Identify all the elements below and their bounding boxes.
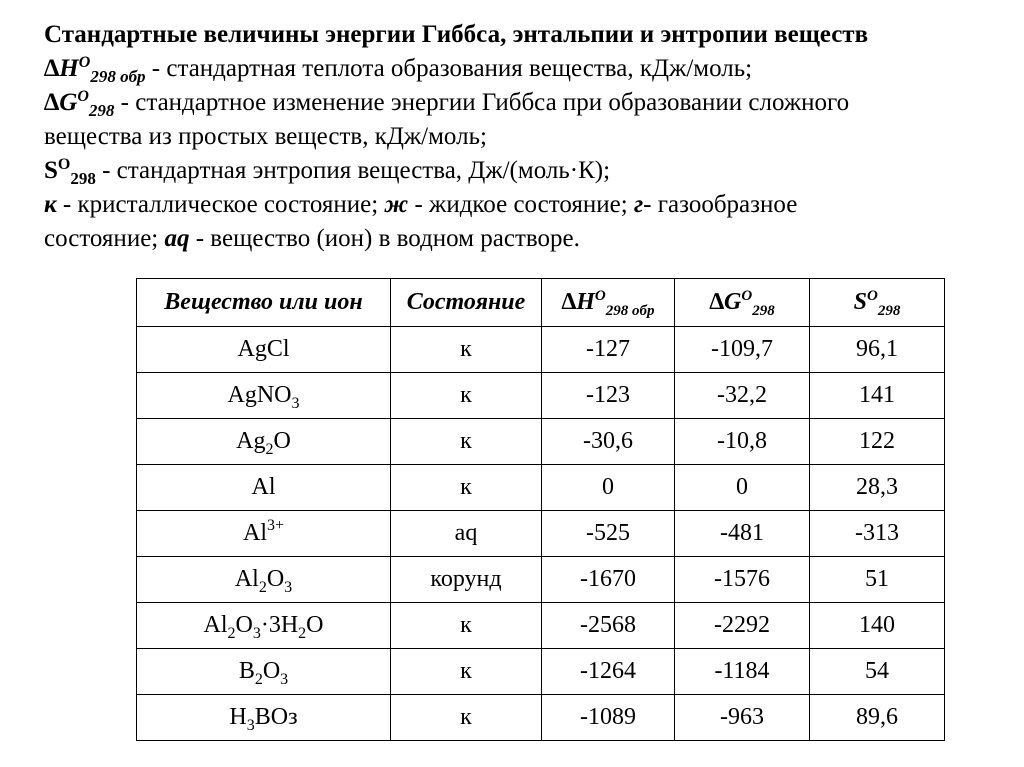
dG-sub: 298 xyxy=(88,101,115,120)
formula-part: O xyxy=(266,566,285,592)
cell-S: 122 xyxy=(810,419,945,465)
S-symbol xyxy=(44,156,96,188)
header-substance: Вещество или ион xyxy=(137,279,391,327)
formula-part: 2 xyxy=(298,625,307,642)
header-dH-sub: 298 обр xyxy=(605,303,655,319)
dH-description: - стандартная теплота образования вещества, кДж/моль; xyxy=(145,55,753,82)
header-dH-sup: O xyxy=(594,288,606,304)
state-g-abbr: г xyxy=(633,191,644,218)
state-line2-start: состояние; xyxy=(44,225,165,252)
cell-dG: -963 xyxy=(675,695,810,741)
state-zh-desc: - жидкое состояние; xyxy=(408,191,634,218)
table-row xyxy=(137,649,945,695)
cell-dG: -32,2 xyxy=(675,373,810,419)
cell-state: корунд xyxy=(391,557,542,603)
header-S-sub: 298 xyxy=(877,303,901,319)
formula-part: O xyxy=(273,428,291,454)
header-S-sup: O xyxy=(867,288,878,304)
table-row xyxy=(137,511,945,557)
formula-part: O xyxy=(262,658,281,684)
formula-part: Al xyxy=(203,612,228,638)
state-k-desc: - кристаллическое состояние; xyxy=(56,191,385,218)
cell-formula xyxy=(137,649,391,695)
formula-part: Ag xyxy=(236,428,266,454)
legend-S xyxy=(44,154,994,188)
S-sub: 298 xyxy=(70,169,96,188)
legend-states-line2 xyxy=(44,222,994,256)
cell-state: aq xyxy=(391,511,542,557)
formula-part: Al xyxy=(251,474,276,500)
cell-S: 96,1 xyxy=(810,327,945,373)
state-aq-desc: - вещество (ион) в водном растворе. xyxy=(189,225,580,252)
table-row xyxy=(137,695,945,741)
cell-state: к xyxy=(391,695,542,741)
cell-state: к xyxy=(391,419,542,465)
cell-formula xyxy=(137,557,391,603)
state-aq-abbr: aq xyxy=(164,225,190,252)
formula-part: 2 xyxy=(258,579,267,596)
delta-sign: ∆ xyxy=(44,55,60,82)
formula-part: H xyxy=(229,704,247,730)
cell-formula xyxy=(137,603,391,649)
formula-part: 2 xyxy=(227,625,236,642)
formula-part: 3 xyxy=(252,625,261,642)
legend-dG xyxy=(44,86,994,120)
cell-formula xyxy=(137,373,391,419)
cell-dH: -1264 xyxy=(542,649,675,695)
formula-part: 2 xyxy=(254,671,263,688)
formula-part: O xyxy=(235,612,253,638)
dH-sub: 298 обр xyxy=(90,67,146,86)
formula-part: AgNO xyxy=(227,382,292,408)
cell-S: 51 xyxy=(810,557,945,603)
formula-part: 3+ xyxy=(266,517,285,534)
header-dG-delta: ∆ xyxy=(709,289,724,315)
state-k-abbr: к xyxy=(44,191,57,218)
formula-part: Al xyxy=(234,566,259,592)
S-sup: O xyxy=(57,156,71,173)
formula-part: O xyxy=(306,612,324,638)
dG-sup: O xyxy=(77,88,89,105)
state-g-desc: - газообразное xyxy=(643,191,798,218)
table-row xyxy=(137,327,945,373)
cell-S: 89,6 xyxy=(810,695,945,741)
table-row xyxy=(137,373,945,419)
cell-dG: -1184 xyxy=(675,649,810,695)
formula-part: 3 xyxy=(291,395,300,412)
formula-part: BOз xyxy=(254,704,298,730)
header-dG xyxy=(675,279,810,327)
formula-part: 3 xyxy=(280,671,289,688)
formula-part: ·3H xyxy=(260,612,299,638)
table-header-row xyxy=(137,279,945,327)
formula-part: AgCl xyxy=(237,336,290,362)
cell-dH: -2568 xyxy=(542,603,675,649)
cell-formula xyxy=(137,511,391,557)
dG-description-line1: - стандартное изменение энергии Гиббса при образовании сложного xyxy=(114,89,850,116)
cell-dH: -127 xyxy=(542,327,675,373)
cell-formula xyxy=(137,419,391,465)
table-row xyxy=(137,603,945,649)
delta-sign: ∆ xyxy=(44,89,60,116)
table-row xyxy=(137,419,945,465)
cell-S: 54 xyxy=(810,649,945,695)
cell-dG: -1576 xyxy=(675,557,810,603)
header-dH-letter: H xyxy=(576,289,595,315)
state-zh-abbr: ж xyxy=(384,191,409,218)
header-dG-sup: O xyxy=(741,288,753,304)
cell-dG: -2292 xyxy=(675,603,810,649)
cell-state: к xyxy=(391,465,542,511)
cell-S: 141 xyxy=(810,373,945,419)
cell-state: к xyxy=(391,603,542,649)
header-S xyxy=(810,279,945,327)
cell-dG: 0 xyxy=(675,465,810,511)
table-row xyxy=(137,465,945,511)
formula-part: 2 xyxy=(265,441,274,458)
header-dH xyxy=(542,279,675,327)
table-row xyxy=(137,557,945,603)
cell-dH: -30,6 xyxy=(542,419,675,465)
cell-state: к xyxy=(391,373,542,419)
S-letter: S xyxy=(44,157,58,184)
cell-formula xyxy=(137,465,391,511)
table-body xyxy=(137,327,945,741)
cell-formula xyxy=(137,327,391,373)
cell-dH: 0 xyxy=(542,465,675,511)
dH-symbol xyxy=(44,54,146,86)
header-state: Состояние xyxy=(391,279,542,327)
dG-symbol xyxy=(44,88,115,120)
cell-dG: -10,8 xyxy=(675,419,810,465)
cell-dH: -123 xyxy=(542,373,675,419)
dG-letter: G xyxy=(59,89,78,116)
document-title: Стандартные величины энергии Гиббса, энтальпии и энтропии веществ xyxy=(44,21,869,48)
cell-state: к xyxy=(391,649,542,695)
cell-S: 140 xyxy=(810,603,945,649)
formula-part: B xyxy=(238,658,255,684)
cell-S: 28,3 xyxy=(810,465,945,511)
header-dH-delta: ∆ xyxy=(561,289,577,315)
cell-dH: -1089 xyxy=(542,695,675,741)
dG-description-line2: вещества из простых веществ, кДж/моль; xyxy=(44,123,487,150)
formula-part: 3 xyxy=(284,579,293,596)
thermo-table xyxy=(136,278,945,741)
header-dG-letter: G xyxy=(724,289,742,315)
cell-formula xyxy=(137,695,391,741)
cell-S: -313 xyxy=(810,511,945,557)
intro-text xyxy=(44,18,994,256)
dH-letter: H xyxy=(59,55,79,82)
legend-dH xyxy=(44,52,994,86)
cell-dG: -109,7 xyxy=(675,327,810,373)
formula-part: Al xyxy=(242,520,267,546)
cell-state: к xyxy=(391,327,542,373)
formula-part: 3 xyxy=(246,717,255,734)
cell-dG: -481 xyxy=(675,511,810,557)
header-S-letter: S xyxy=(853,289,867,315)
legend-states-line1 xyxy=(44,188,994,222)
dH-sup: O xyxy=(78,54,91,71)
S-description: - стандартная энтропия вещества, Дж/(моль·К); xyxy=(95,157,611,184)
cell-dH: -1670 xyxy=(542,557,675,603)
header-dG-sub: 298 xyxy=(752,303,775,319)
cell-dH: -525 xyxy=(542,511,675,557)
